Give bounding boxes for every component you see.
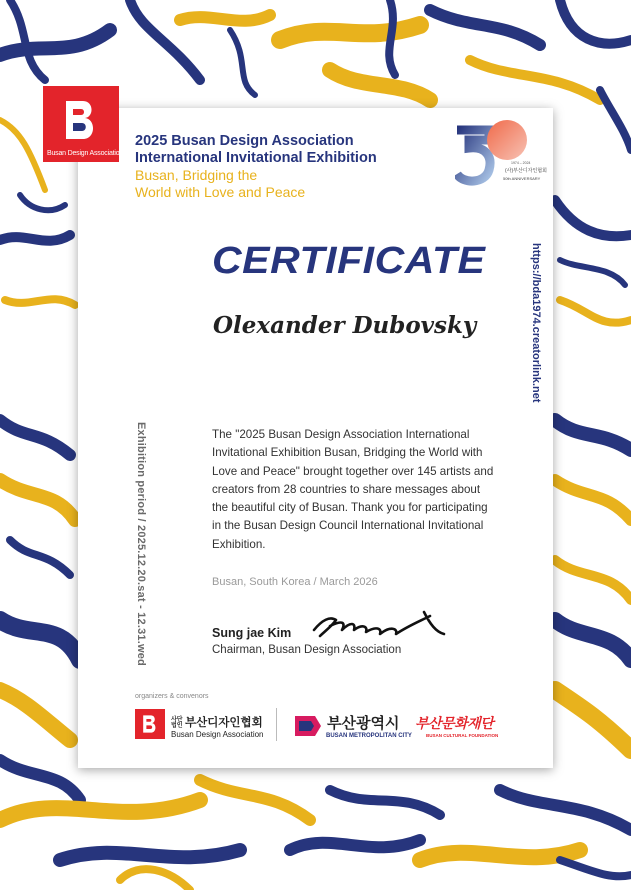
anniversary-korean-name: (사)부산디자인협회 — [505, 168, 547, 174]
organizers-label: organizers & convenors — [135, 693, 209, 700]
busan-city-english: BUSAN METROPOLITAN CITY — [326, 733, 412, 739]
bda-corporate-prefix: 사단 법인 — [171, 717, 183, 729]
exhibition-subtitle-line2: World with Love and Peace — [135, 184, 306, 200]
exhibition-period: Exhibition period / 2025.12.20.sat - 12.31.wed — [135, 422, 147, 666]
certificate-body: The "2025 Busan Design Association International Invitational Exhibition Busan, Bridging the World with Love and Peace" brought together over 145 artists and creators from 28 countries to share messages about the beautiful city of Busan. Thank you for participating in the Busan Design Council International Invitational Exhibition. — [212, 428, 494, 551]
bda-b-small-icon — [141, 714, 159, 734]
exhibition-title-line1: 2025 Busan Design Association — [135, 133, 354, 149]
bda-logo — [43, 86, 124, 162]
organizer-divider — [276, 708, 277, 741]
bda-logo-text: Busan Design Association — [47, 150, 124, 157]
anniversary-label: 50th ANNIVERSARY — [503, 176, 541, 181]
handwritten-signature — [312, 606, 452, 646]
anniversary-years: 1974 – 2024 — [511, 161, 531, 165]
busan-city-icon — [293, 712, 323, 740]
busan-cultural-foundation-logo: 부산문화재단 — [415, 715, 494, 731]
busan-cultural-foundation-english: BUSAN CULTURAL FOUNDATION — [426, 733, 499, 738]
exhibition-subtitle-line1: Busan, Bridging the — [135, 167, 258, 183]
bda-b-icon — [63, 98, 99, 142]
website-link[interactable]: https://bda1974.creatorlink.net — [530, 243, 542, 403]
signer-name: Sung jae Kim — [212, 626, 292, 640]
bda-korean-name: 부산디자인협회 — [185, 717, 263, 729]
place-date: Busan, South Korea / March 2026 — [212, 576, 378, 588]
bda-small-logo — [135, 709, 165, 739]
exhibition-title-line2: International Invitational Exhibition — [135, 150, 377, 166]
bda-english-name: Busan Design Association — [171, 730, 264, 739]
certificate-heading: CERTIFICATE — [212, 240, 486, 282]
signer-title: Chairman, Busan Design Association — [212, 644, 402, 656]
busan-city-korean: 부산광역시 — [327, 715, 400, 732]
recipient-name: Olexander Dubovsky — [213, 312, 477, 339]
